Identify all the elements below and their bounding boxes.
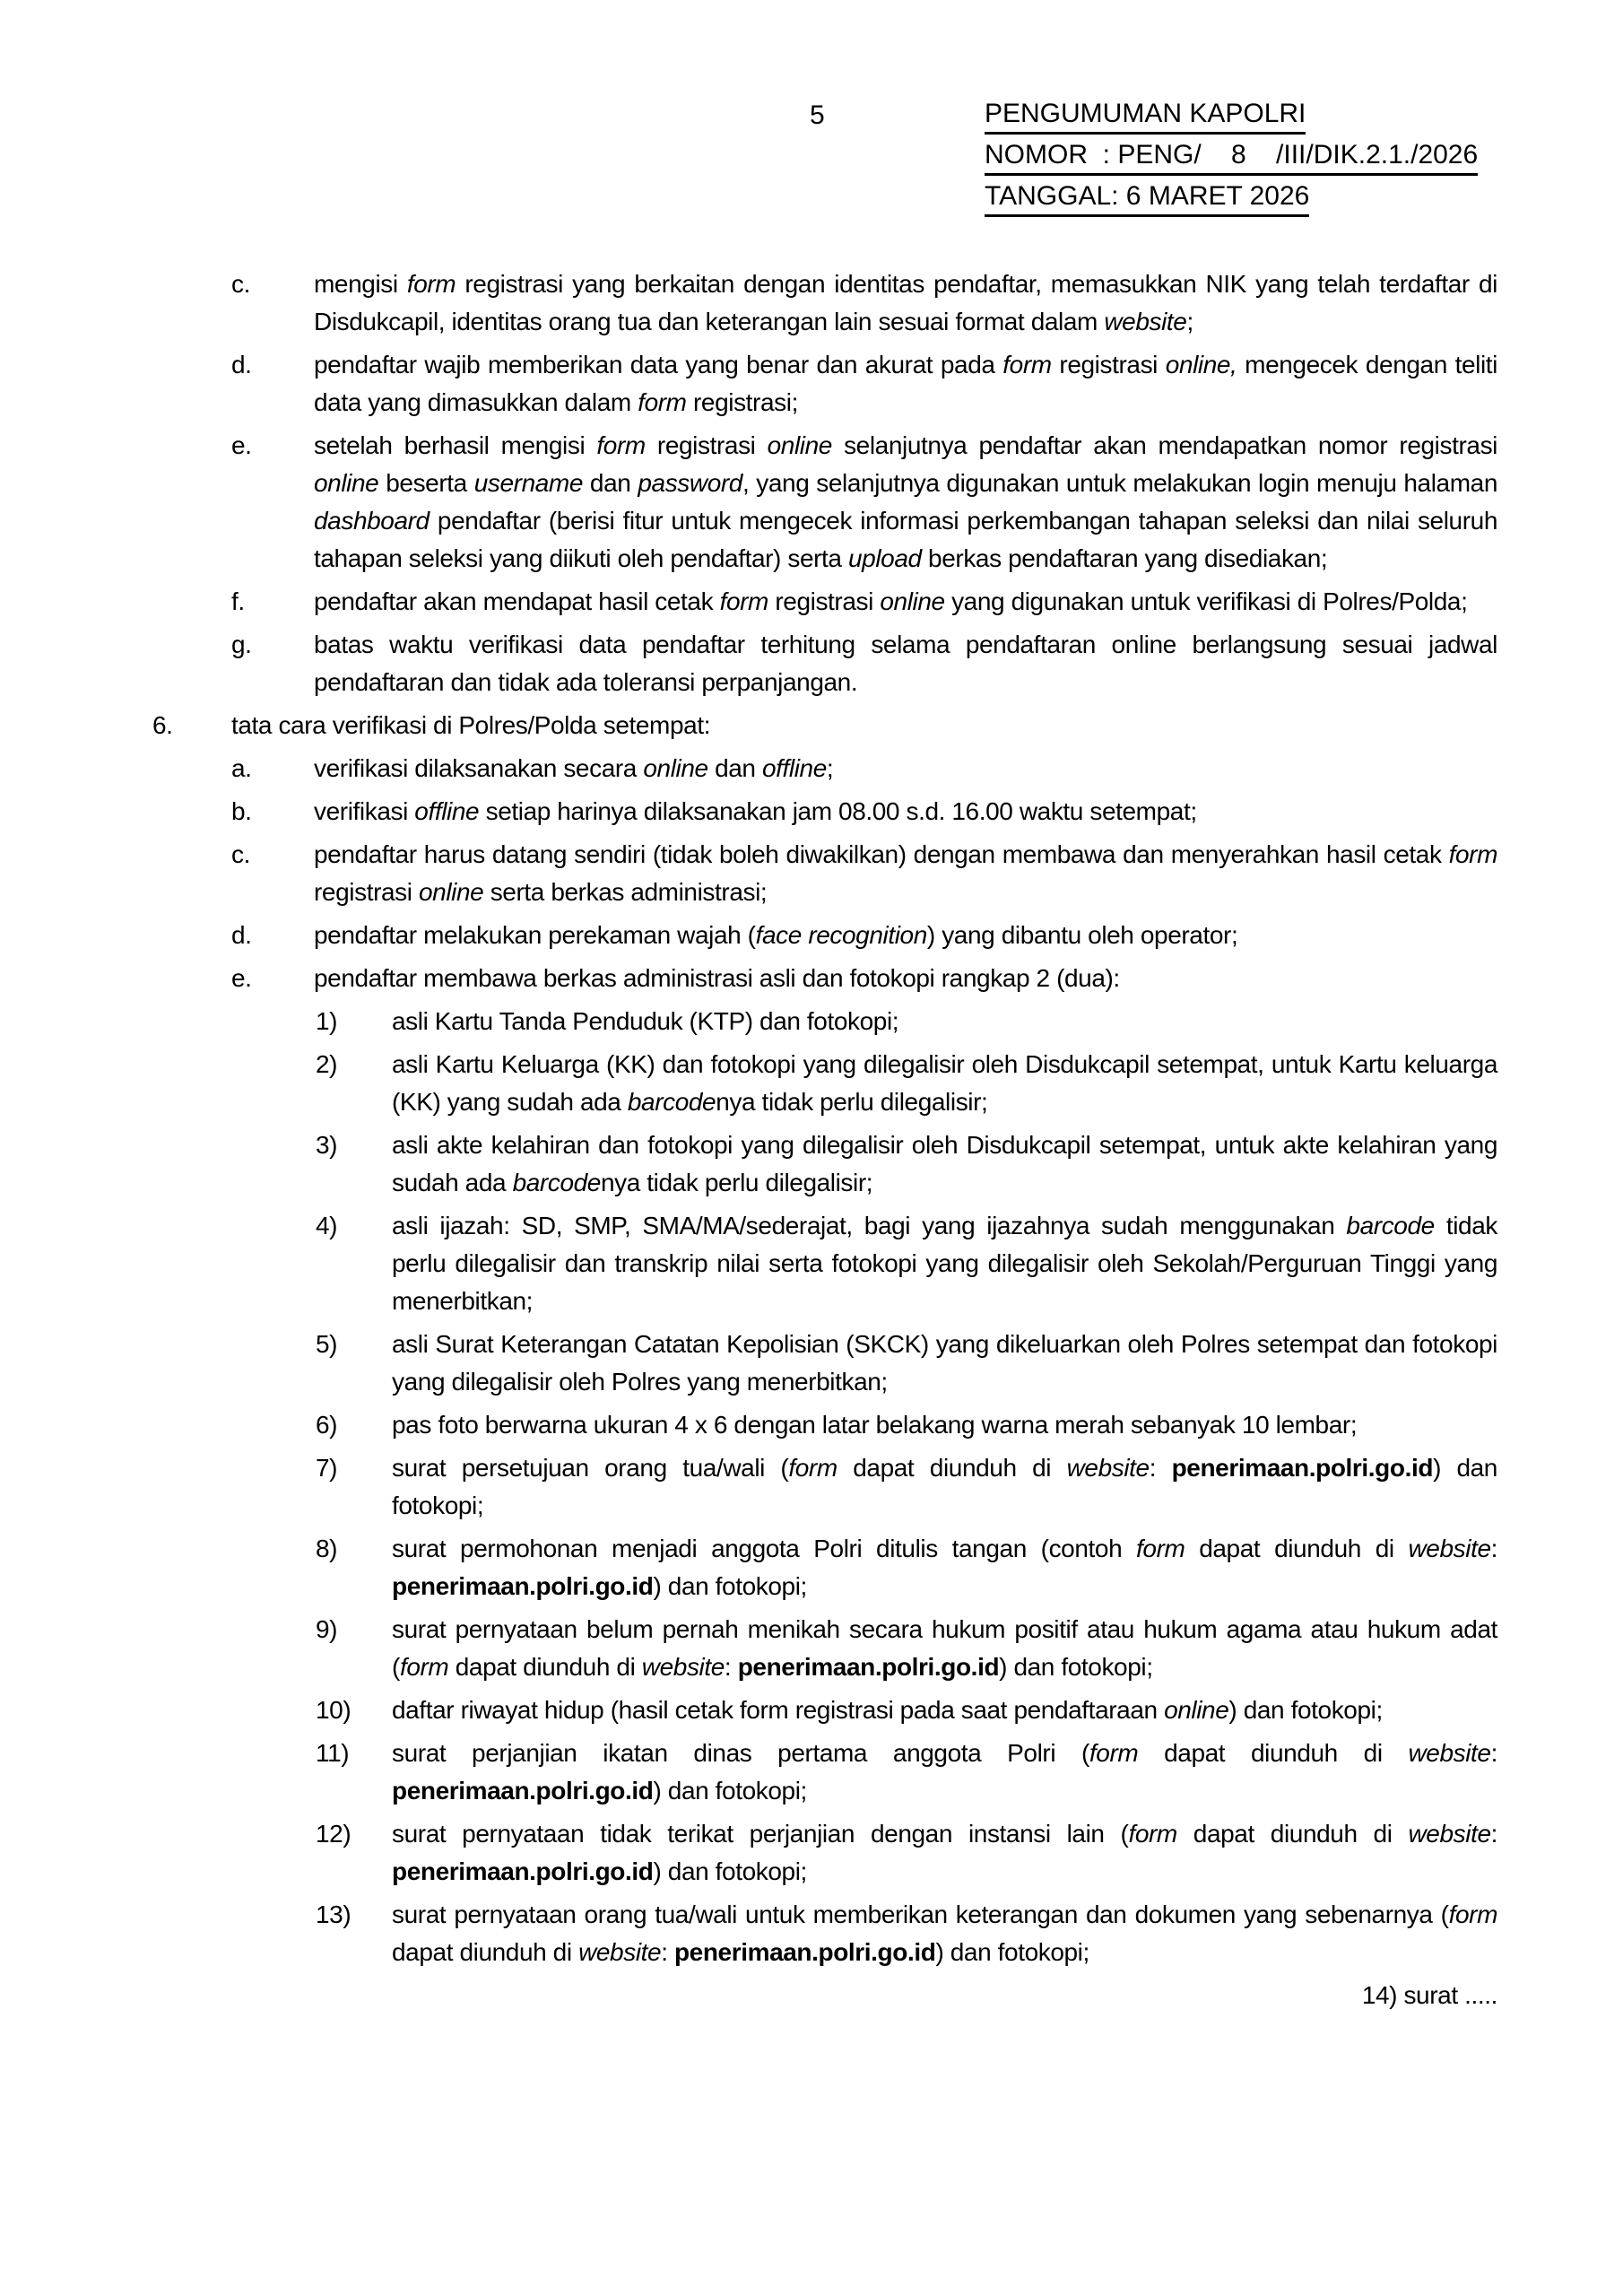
list-item-text: pendaftar akan mendapat hasil cetak form registrasi online yang digunakan untuk verifikasi di Polres/Polda;	[314, 587, 1468, 615]
list-item-text: pendaftar harus datang sendiri (tidak boleh diwakilkan) dengan membawa dan menyerahkan hasil cetak form registrasi online serta berkas administrasi;	[314, 840, 1497, 906]
list-item	[0, 583, 1623, 621]
list-item	[0, 1611, 1623, 1686]
list-item	[0, 836, 1623, 911]
list-item-text: verifikasi dilaksanakan secara online dan offline;	[314, 754, 834, 782]
list-item-text: batas waktu verifikasi data pendaftar terhitung selama pendaftaran online berlangsung sesuai jadwal pendaftaran dan tidak ada toleransi perpanjangan.	[314, 631, 1497, 696]
header-line-number	[985, 140, 1478, 176]
header-number-text: NOMOR : PENG/ 8 /III/DIK.2.1./2026	[985, 141, 1478, 176]
list-item-marker: 7)	[316, 1454, 338, 1482]
list-item	[0, 1406, 1623, 1444]
list-item-marker: b.	[231, 797, 252, 825]
list-item-text: pas foto berwarna ukuran 4 x 6 dengan latar belakang warna merah sebanyak 10 lembar;	[392, 1411, 1358, 1439]
list-item-text: daftar riwayat hidup (hasil cetak form registrasi pada saat pendaftaraan online) dan fotokopi;	[392, 1696, 1383, 1724]
list-item	[0, 793, 1623, 831]
list-item-text: surat pernyataan orang tua/wali untuk memberikan keterangan dan dokumen yang sebenarnya (form dapat diunduh di website: penerimaan.polri.go.id) dan fotokopi;	[392, 1900, 1497, 1966]
list-item-marker: 9)	[316, 1615, 338, 1643]
list-item	[0, 1046, 1623, 1121]
list-item-text: surat pernyataan tidak terikat perjanjian dengan instansi lain (form dapat diunduh di website: penerimaan.polri.go.id) dan fotokopi;	[392, 1820, 1498, 1885]
list-item	[0, 1896, 1623, 1971]
list-item-marker: a.	[231, 754, 252, 782]
list-item-text: surat permohonan menjadi anggota Polri ditulis tangan (contoh form dapat diunduh di website: penerimaan.polri.go.id) dan fotokopi;	[392, 1535, 1498, 1600]
list-item-marker: f.	[231, 587, 245, 615]
list-item	[0, 707, 1623, 744]
list-item-marker: 3)	[316, 1131, 338, 1159]
list-item-marker: 6.	[152, 711, 173, 739]
document-body	[0, 265, 1623, 2014]
list-item-marker: 10)	[316, 1696, 352, 1724]
list-item-text: pendaftar melakukan perekaman wajah (face recognition) yang dibantu oleh operator;	[314, 921, 1238, 949]
list-item-text: pendaftar membawa berkas administrasi asli dan fotokopi rangkap 2 (dua):	[314, 964, 1120, 992]
header-line-date	[985, 181, 1478, 217]
list-item-text: mengisi form registrasi yang berkaitan dengan identitas pendaftar, memasukkan NIK yang telah terdaftar di Disdukcapil, identitas orang tua dan keterangan lain sesuai format dalam website;	[314, 270, 1497, 335]
list-item-text: asli Kartu Keluarga (KK) dan fotokopi yang dilegalisir oleh Disdukcapil setempat, untuk Kartu keluarga (KK) yang sudah ada barcodenya tidak perlu dilegalisir;	[392, 1050, 1497, 1116]
list-item-marker: 5)	[316, 1330, 338, 1358]
list-item	[0, 1815, 1623, 1891]
list-item	[0, 346, 1623, 422]
list-item	[0, 427, 1623, 578]
list-item-marker: 12)	[316, 1820, 352, 1848]
list-item	[0, 1449, 1623, 1525]
list-item-text: verifikasi offline setiap harinya dilaksanakan jam 08.00 s.d. 16.00 waktu setempat;	[314, 797, 1197, 825]
list-item-marker: 1)	[316, 1007, 338, 1035]
header-line-title	[985, 99, 1478, 135]
header-date-text: TANGGAL: 6 MARET 2026	[985, 182, 1309, 217]
list-item-marker: e.	[231, 964, 252, 992]
header-title-text: PENGUMUMAN KAPOLRI	[985, 100, 1306, 135]
list-item-marker: 11)	[316, 1739, 350, 1767]
list-item-text: asli ijazah: SD, SMP, SMA/MA/sederajat, bagi yang ijazahnya sudah menggunakan barcode tidak perlu dilegalisir dan transkrip nilai serta fotokopi yang dilegalisir oleh Sekolah/Perguruan Tinggi yang menerbitkan;	[392, 1212, 1497, 1315]
list-item-marker: c.	[231, 840, 250, 868]
list-item-text: surat persetujuan orang tua/wali (form dapat diunduh di website: penerimaan.polri.go.id) dan fotokopi;	[392, 1454, 1497, 1519]
list-item	[0, 1326, 1623, 1401]
list-item-text: asli akte kelahiran dan fotokopi yang dilegalisir oleh Disdukcapil setempat, untuk akte kelahiran yang sudah ada barcodenya tidak perlu dilegalisir;	[392, 1131, 1497, 1196]
document-body-list	[0, 265, 1623, 1971]
list-item-marker: 8)	[316, 1535, 338, 1562]
list-item-marker: 2)	[316, 1050, 338, 1078]
list-item-marker: g.	[231, 631, 252, 658]
list-item-text: surat pernyataan belum pernah menikah secara hukum positif atau hukum agama atau hukum adat (form dapat diunduh di website: penerimaan.polri.go.id) dan fotokopi;	[392, 1615, 1497, 1681]
list-item-marker: d.	[231, 921, 252, 949]
list-item	[0, 1735, 1623, 1810]
list-item-marker: e.	[231, 431, 252, 459]
list-item-text: surat perjanjian ikatan dinas pertama anggota Polri (form dapat diunduh di website: penerimaan.polri.go.id) dan fotokopi;	[392, 1739, 1497, 1805]
list-item-text: asli Kartu Tanda Penduduk (KTP) dan fotokopi;	[392, 1007, 899, 1035]
list-item	[0, 626, 1623, 701]
page-number: 5	[810, 100, 825, 130]
list-item	[0, 960, 1623, 997]
list-item	[0, 1207, 1623, 1320]
list-item	[0, 265, 1623, 341]
list-item	[0, 1003, 1623, 1040]
list-item	[0, 1692, 1623, 1729]
list-item-text: pendaftar wajib memberikan data yang benar dan akurat pada form registrasi online, mengecek dengan teliti data yang dimasukkan dalam form registrasi;	[314, 351, 1497, 416]
list-item	[0, 1126, 1623, 1202]
list-item-text: tata cara verifikasi di Polres/Polda setempat:	[231, 711, 711, 739]
list-item-text: setelah berhasil mengisi form registrasi online selanjutnya pendaftar akan mendapatkan nomor registrasi online beserta username dan password, yang selanjutnya digunakan untuk melakukan login menuju halaman dashboard pendaftar (berisi fitur untuk mengecek informasi perkembangan tahapan seleksi dan nilai seluruh tahapan seleksi yang diikuti oleh pendaftar) serta upload berkas pendaftaran yang disediakan;	[314, 431, 1497, 572]
list-item-marker: c.	[231, 270, 250, 298]
list-item	[0, 750, 1623, 787]
list-item-text: asli Surat Keterangan Catatan Kepolisian (SKCK) yang dikeluarkan oleh Polres setempat dan fotokopi yang dilegalisir oleh Polres yang menerbitkan;	[392, 1330, 1497, 1396]
list-item-marker: 6)	[316, 1411, 338, 1439]
list-item	[0, 1530, 1623, 1605]
footer-catchword: 14) surat .....	[1361, 1981, 1497, 2009]
list-item-marker: 13)	[316, 1900, 352, 1928]
document-header	[985, 99, 1478, 222]
list-item	[0, 917, 1623, 954]
list-item-marker: 4)	[316, 1212, 338, 1239]
list-item-marker: d.	[231, 351, 252, 378]
